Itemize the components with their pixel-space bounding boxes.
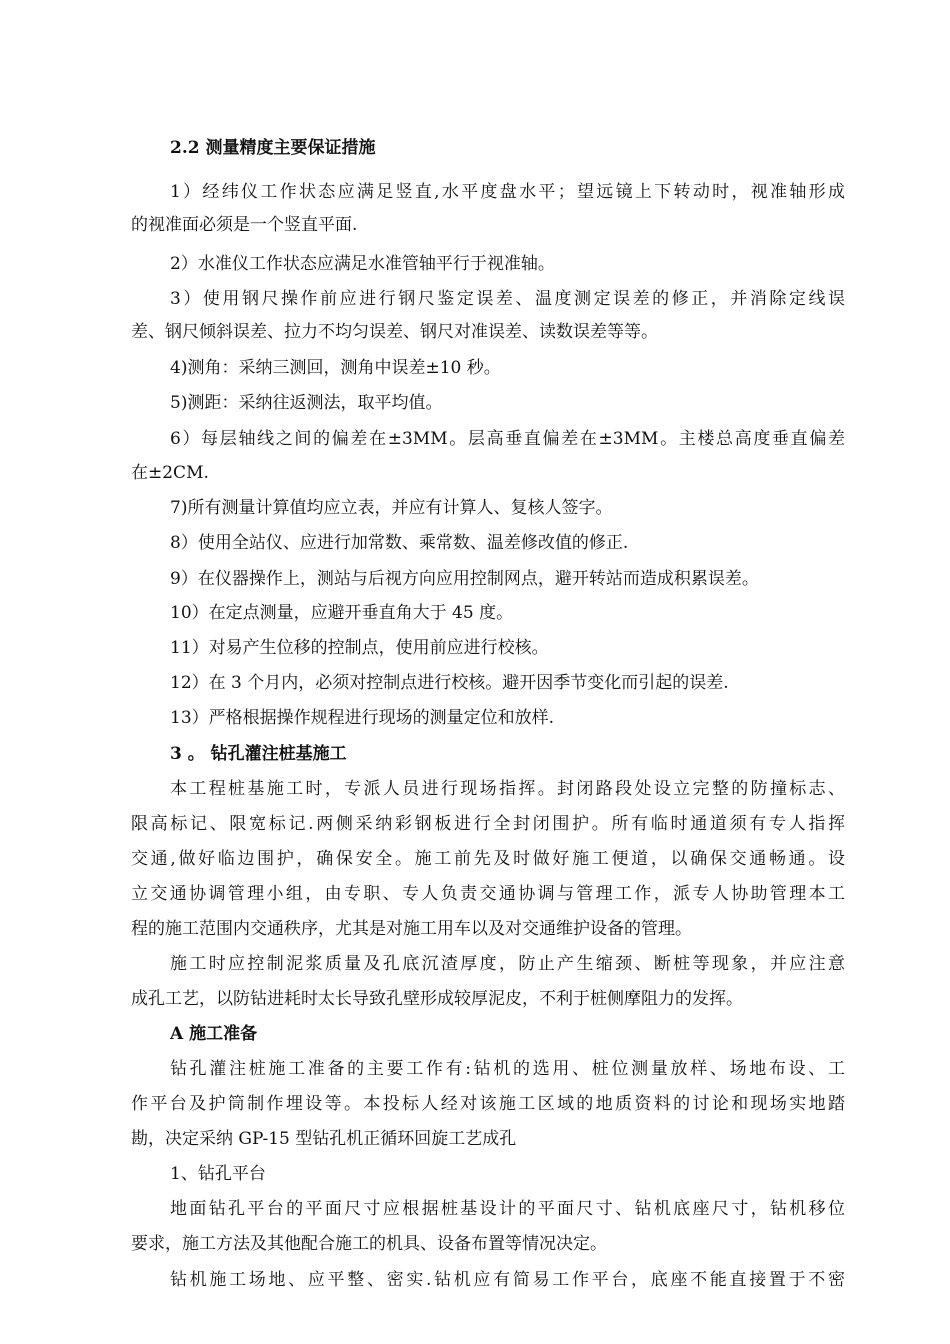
- para1-line-5: 程的施工范围内交通秩序，尤其是对施工用车以及对交通维护设备的管理。: [131, 919, 692, 939]
- para4-line-2: 要求，施工方法及其他配合施工的机具、设备布置等情况决定。: [131, 1234, 607, 1254]
- item-3-line-1: 3）使用钢尺操作前应进行钢尺鉴定误差、温度测定误差的修正，并消除定线误: [170, 289, 845, 309]
- para1-line-4: 立交通协调管理小组，由专职、专人负责交通协调与管理工作，派专人协助管理本工: [131, 884, 845, 904]
- sub-a-heading: A 施工准备: [170, 1024, 258, 1044]
- para2-line-1: 施工时应控制泥浆质量及孔底沉渣厚度，防止产生缩颈、断桩等现象，并应注意: [170, 954, 845, 974]
- sub-1-heading: 1、钻孔平台: [170, 1164, 266, 1184]
- item-10: 10）在定点测量，应避开垂直角大于 45 度。: [170, 603, 514, 623]
- item-8: 8）使用全站仪、应进行加常数、乘常数、温差修改值的修正.: [170, 533, 629, 553]
- para2-line-2: 成孔工艺，以防钻进耗时太长导致孔壁形成较厚泥皮，不利于桩侧摩阻力的发挥。: [131, 989, 743, 1009]
- item-13: 13）严格根据操作规程进行现场的测量定位和放样.: [170, 708, 555, 728]
- item-6-line-2: 在±2CM.: [131, 463, 209, 483]
- para5-line-1: 钻机施工场地、应平整、密实.钻机应有简易工作平台，底座不能直接置于不密: [170, 1270, 845, 1290]
- para3-line-1: 钻孔灌注桩施工准备的主要工作有:钻机的选用、桩位测量放样、场地布设、工: [170, 1059, 845, 1079]
- item-9: 9）在仪器操作上，测站与后视方向应用控制网点，避开转站而造成积累误差。: [170, 569, 759, 589]
- item-5: 5)测距：采纳往返测法，取平均值。: [170, 393, 443, 413]
- item-11: 11）对易产生位移的控制点，使用前应进行校核。: [170, 638, 549, 658]
- para1-line-3: 交通,做好临边围护，确保安全。施工前先及时做好施工便道，以确保交通畅通。设: [131, 849, 845, 869]
- item-7: 7)所有测量计算值均应立表，并应有计算人、复核人签字。: [170, 498, 613, 518]
- item-3-line-2: 差、钢尺倾斜误差、拉力不均匀误差、钢尺对准误差、读数误差等等。: [131, 322, 658, 342]
- para4-line-1: 地面钻孔平台的平面尺寸应根据桩基设计的平面尺寸、钻机底座尺寸，钻机移位: [170, 1199, 845, 1219]
- para3-line-3: 勘，决定采纳 GP-15 型钻孔机正循环回旋工艺成孔: [131, 1129, 517, 1149]
- item-1-line-2: 的视准面必须是一个竖直平面.: [131, 215, 358, 235]
- section-3-heading: 3 。 钻孔灌注桩基施工: [170, 744, 347, 764]
- item-4: 4)测角：采纳三测回，测角中误差±10 秒。: [170, 358, 501, 378]
- item-1-line-1: 1）经纬仪工作状态应满足竖直,水平度盘水平；望远镜上下转动时，视准轴形成: [170, 182, 845, 202]
- para3-line-2: 作平台及护筒制作埋设等。本投标人经对该施工区域的地质资料的讨论和现场实地踏: [131, 1094, 845, 1114]
- section-2-2-heading: 2.2 测量精度主要保证措施: [170, 138, 376, 158]
- para1-line-1: 本工程桩基施工时，专派人员进行现场指挥。封闭路段处设立完整的防撞标志、: [170, 779, 845, 799]
- item-12: 12）在 3 个月内，必须对控制点进行校核。避开因季节变化而引起的误差.: [170, 673, 729, 693]
- item-6-line-1: 6）每层轴线之间的偏差在±3MM。层高垂直偏差在±3MM。主楼总高度垂直偏差: [170, 429, 845, 449]
- item-2: 2）水准仪工作状态应满足水准管轴平行于视准轴。: [170, 254, 555, 274]
- para1-line-2: 限高标记、限宽标记.两侧采纳彩钢板进行全封闭围护。所有临时通道须有专人指挥: [131, 814, 845, 834]
